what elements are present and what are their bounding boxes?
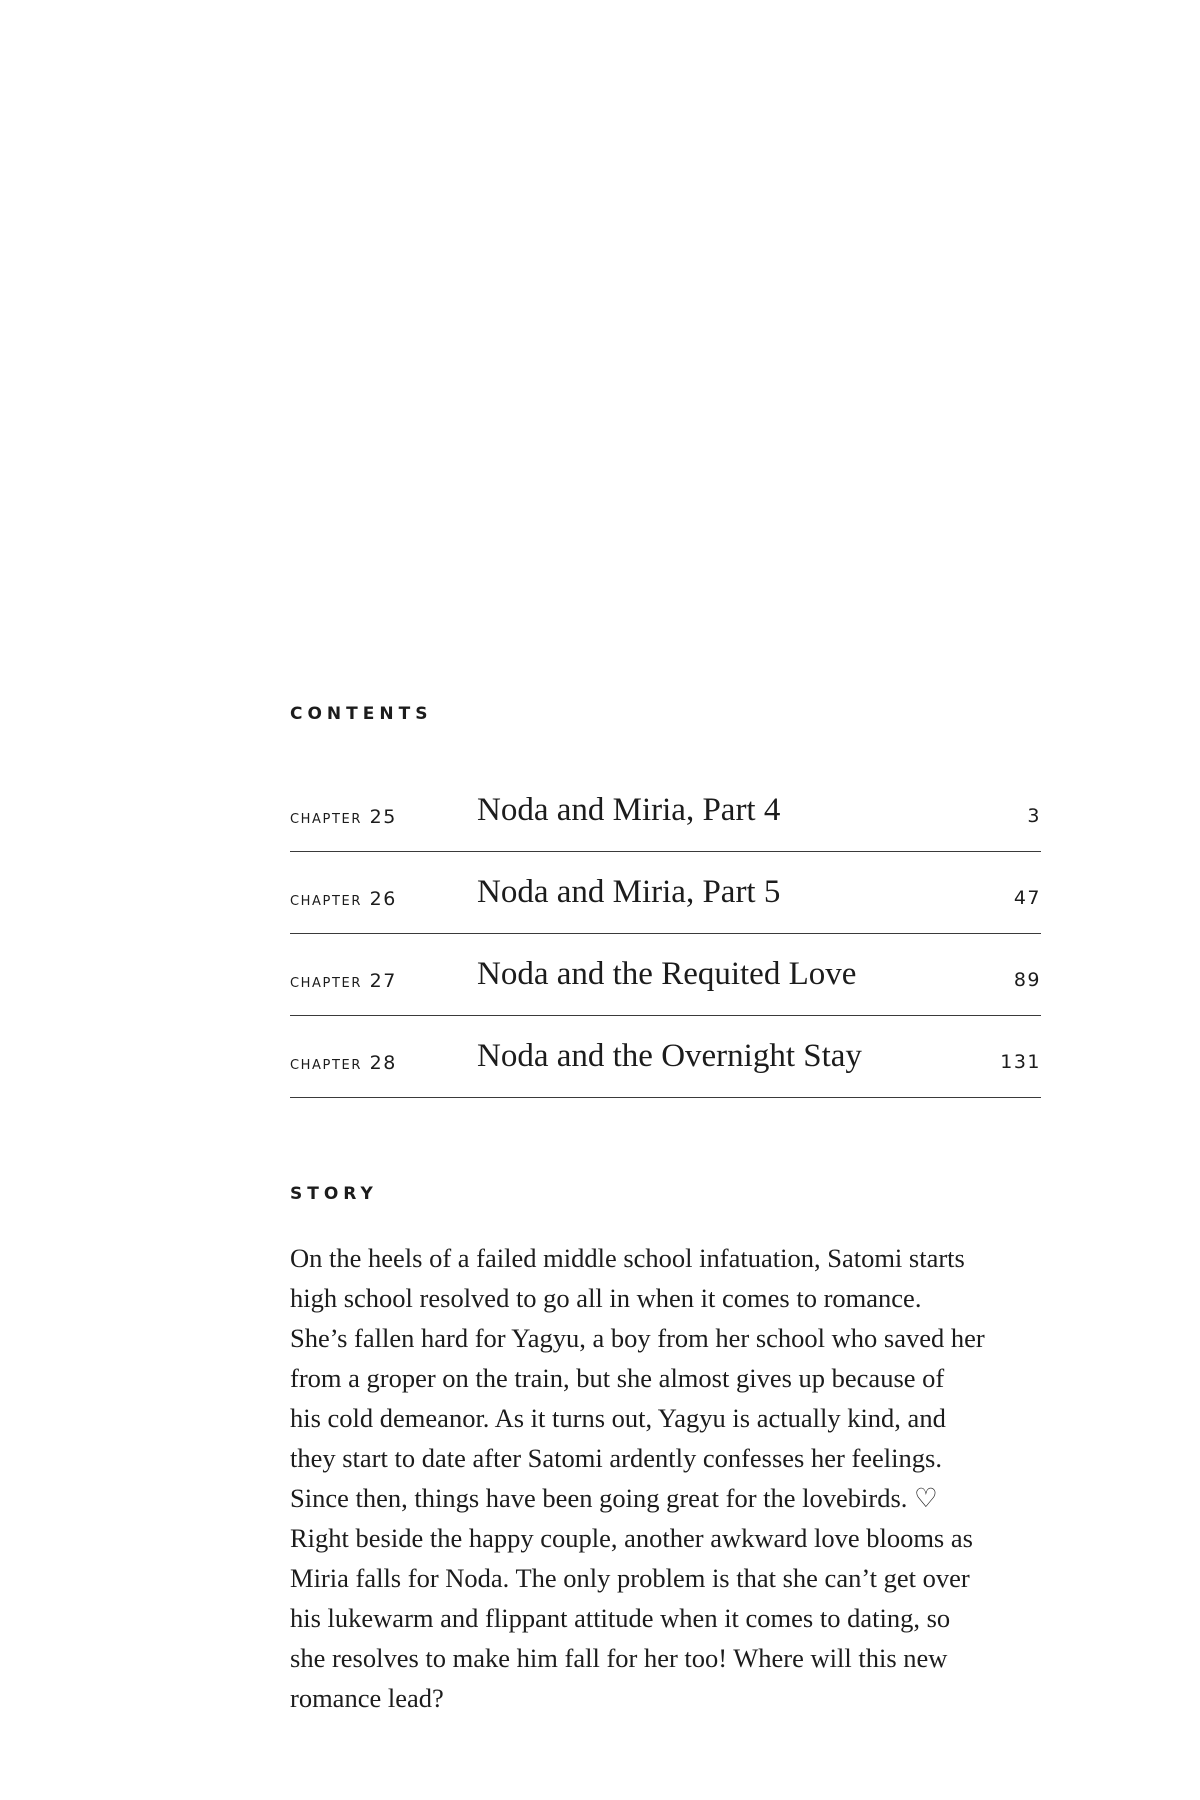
story-line: from a groper on the train, but she almost gives up because of: [290, 1363, 945, 1393]
story-line: Miria falls for Noda. The only problem is that she can’t get over: [290, 1563, 970, 1593]
story-line: She’s fallen hard for Yagyu, a boy from her school who saved her: [290, 1323, 985, 1353]
toc-row-chapter-27: [290, 934, 1041, 1016]
toc-chapter-label: [290, 970, 397, 992]
chapter-number-text: chapter 27: [290, 970, 397, 992]
story-line: Right beside the happy couple, another awkward love blooms as: [290, 1523, 973, 1553]
toc-page-number: 131: [1000, 1051, 1041, 1073]
chapter-number-text: chapter 25: [290, 806, 397, 828]
toc-chapter-label: [290, 1052, 397, 1074]
story-line: his lukewarm and flippant attitude when it comes to dating, so: [290, 1603, 951, 1633]
toc-row-chapter-28: [290, 1016, 1041, 1098]
contents-heading: CONTENTS: [290, 704, 433, 724]
chapter-number-text: chapter 26: [290, 888, 397, 910]
story-line: romance lead?: [290, 1683, 444, 1713]
story-line: high school resolved to go all in when it comes to romance.: [290, 1283, 922, 1313]
toc-chapter-label: [290, 888, 397, 910]
story-heading: STORY: [290, 1184, 378, 1204]
toc-chapter-title: Noda and Miria, Part 5: [477, 874, 781, 910]
toc-chapter-label: [290, 806, 397, 828]
story-line: his cold demeanor. As it turns out, Yagyu is actually kind, and: [290, 1403, 946, 1433]
story-line: they start to date after Satomi ardently confesses her feelings.: [290, 1443, 942, 1473]
toc-page-number: 47: [1013, 887, 1041, 909]
toc-chapter-title: Noda and the Requited Love: [477, 956, 857, 992]
chapter-number-text: chapter 28: [290, 1052, 397, 1074]
toc-page-number: 89: [1013, 969, 1041, 991]
toc-row-chapter-25: [290, 770, 1041, 852]
story-line: Since then, things have been going great for the lovebirds. ♡: [290, 1483, 938, 1513]
story-line: she resolves to make him fall for her too! Where will this new: [290, 1643, 948, 1673]
toc-row-chapter-26: [290, 852, 1041, 934]
toc-page-number: 3: [1027, 805, 1041, 827]
story-paragraph: [290, 1238, 1110, 1718]
table-of-contents: [290, 770, 1041, 1098]
toc-chapter-title: Noda and Miria, Part 4: [477, 792, 781, 828]
story-line: On the heels of a failed middle school infatuation, Satomi starts: [290, 1243, 965, 1273]
toc-chapter-title: Noda and the Overnight Stay: [477, 1038, 862, 1074]
